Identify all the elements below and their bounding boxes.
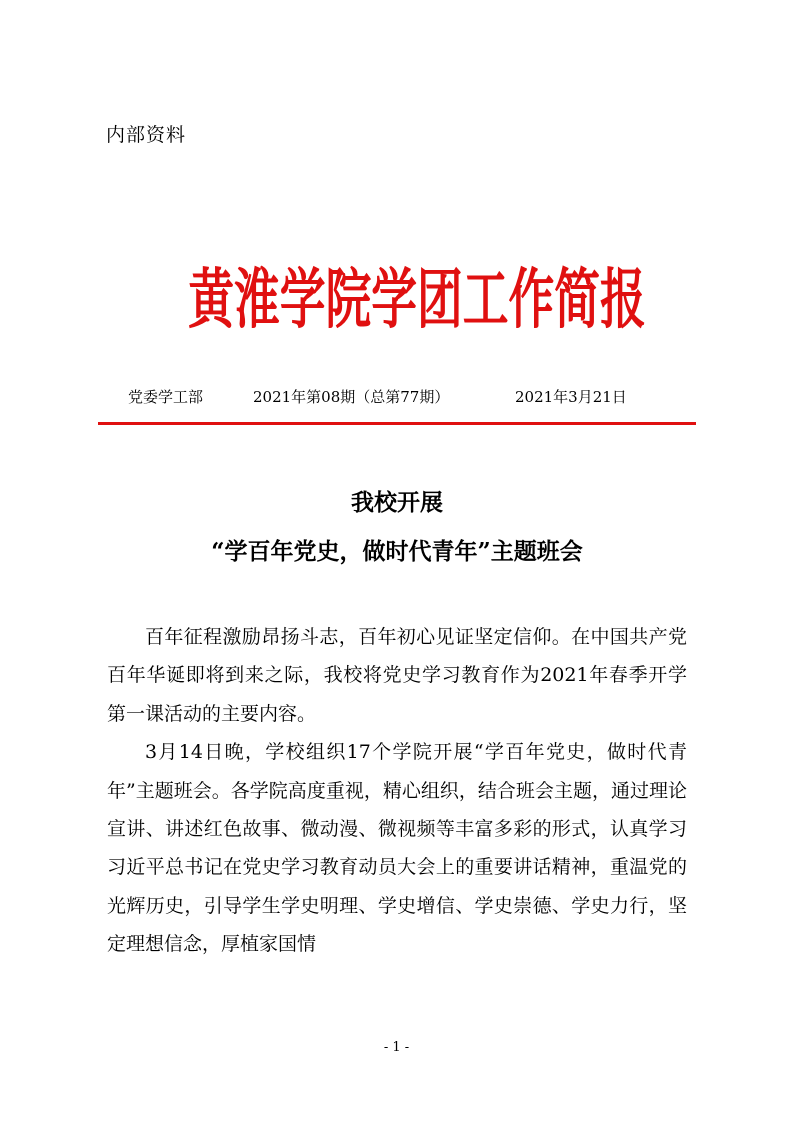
header-divider [98, 422, 696, 425]
paragraph: 百年征程激励昂扬斗志，百年初心见证坚定信仰。在中国共产党百年华诞即将到来之际，我校将党史学习教育作为2021年春季开学第一课活动的主要内容。 [107, 626, 687, 725]
article-title-line2: “学百年党史，做时代青年”主题班会 [211, 538, 583, 565]
paragraph: 3月14日晚，学校组织17个学院开展“学百年党史，做时代青年”主题班会。各学院高度重视，精心组织，结合班会主题，通过理论宣讲、讲述红色故事、微动漫、微视频等丰富多彩的形式，认真学习习近平总书记在党史学习教育动员大会上的重要讲话精神，重温党的光辉历史，引导学生学史明理、学史增信、学史崇德、学史力行，坚定理想信念，厚植家国情 [107, 741, 687, 956]
article-title-line1: 我校开展 [351, 489, 443, 516]
issue-number: 2021年第08期（总第77期） [253, 388, 450, 406]
masthead-title: 黄淮学院学团工作简报 [188, 261, 646, 338]
issue-info-line [128, 386, 668, 408]
issue-date: 2021年3月21日 [515, 388, 627, 406]
article-body [107, 618, 687, 964]
page-number: - 1 - [383, 1040, 410, 1055]
issue-department: 党委学工部 [128, 388, 204, 406]
internal-material-label: 内部资料 [106, 124, 187, 146]
